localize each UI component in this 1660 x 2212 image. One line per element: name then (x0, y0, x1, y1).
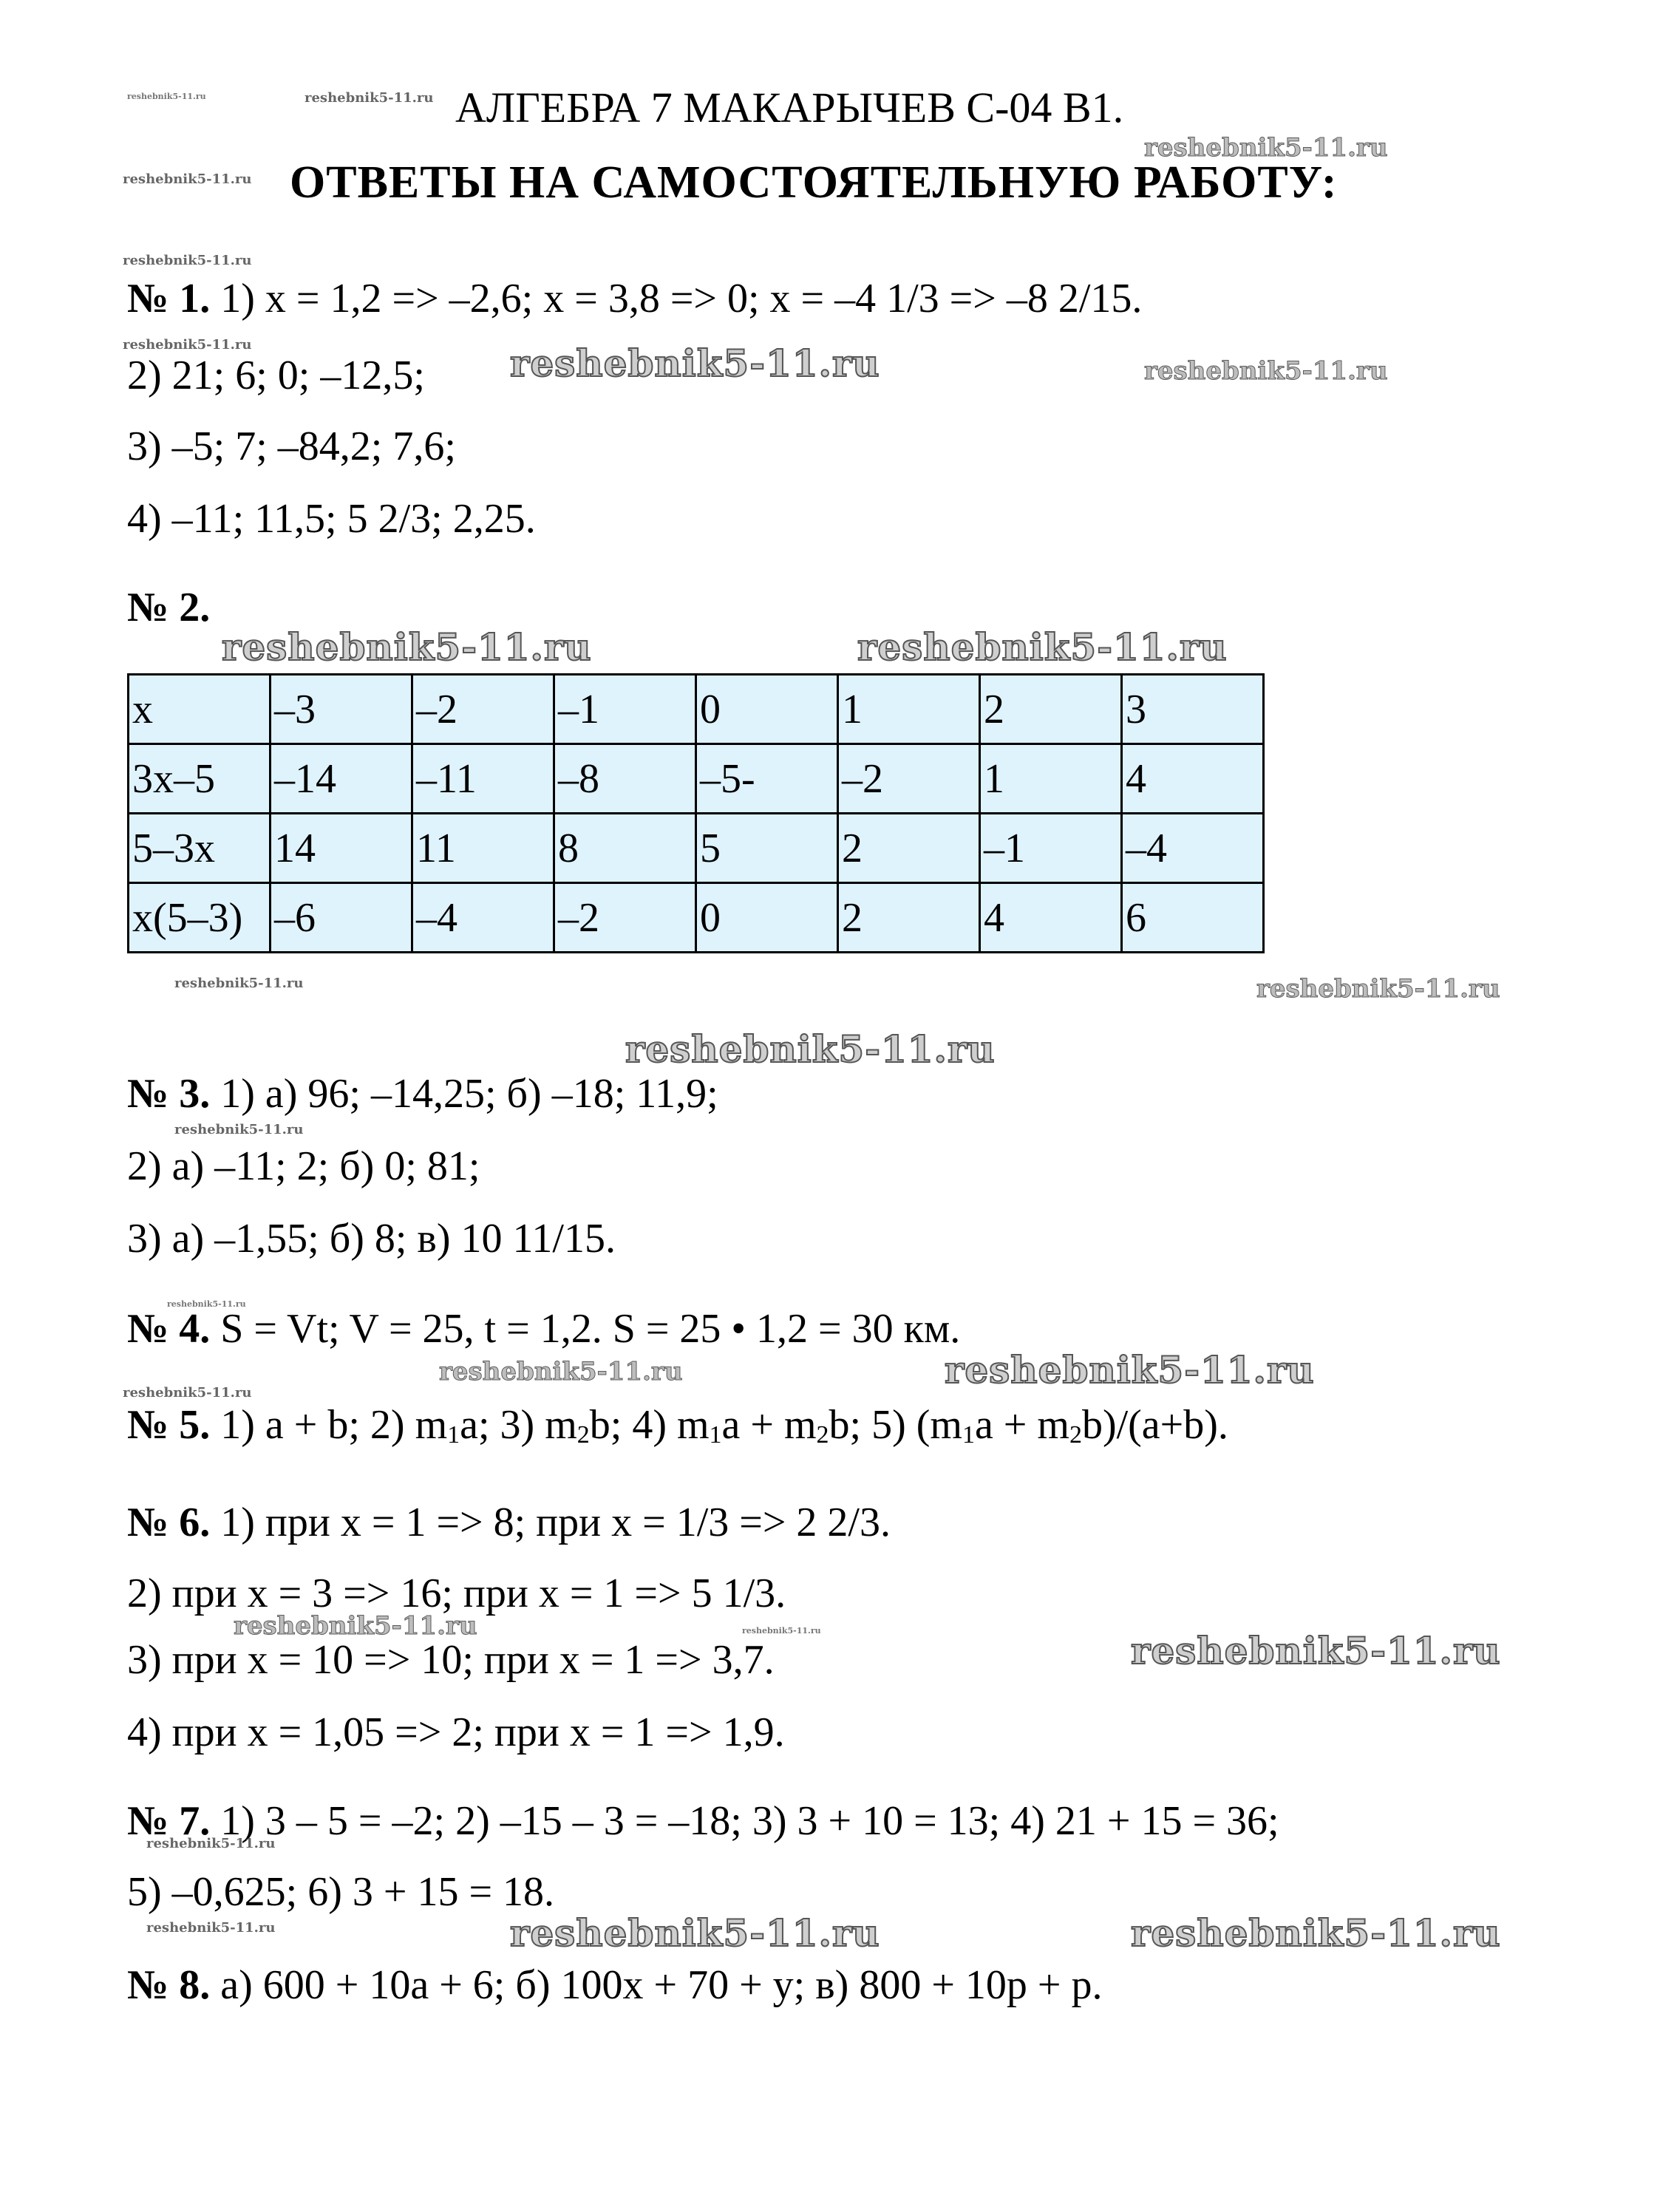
task3-line1 (127, 1070, 718, 1117)
subscript: 1 (447, 1421, 460, 1449)
table-cell: 2 (838, 883, 980, 953)
task8-line1 (127, 1961, 1102, 2009)
watermark: reshebnik5-11.ru (123, 1385, 252, 1401)
table-cell: –3 (271, 675, 412, 744)
watermark: reshebnik5-11.ru (510, 341, 880, 385)
table-cell: 1 (838, 675, 980, 744)
watermark: reshebnik5-11.ru (174, 1122, 304, 1137)
watermark: reshebnik5-11.ru (1144, 356, 1388, 386)
task5-part: b; 4) m (589, 1402, 710, 1448)
table-cell: –2 (554, 883, 696, 953)
task6-line2: 2) при x = 3 => 16; при x = 1 => 5 1/3. (127, 1570, 786, 1616)
task7-label: № 7. (127, 1798, 211, 1844)
task5-part: a; 3) m (460, 1402, 577, 1448)
task3-line2: 2) а) –11; 2; б) 0; 81; (127, 1143, 480, 1189)
subscript: 1 (962, 1421, 975, 1449)
watermark: reshebnik5-11.ru (742, 1626, 821, 1636)
table-cell: 2 (838, 814, 980, 883)
task5-label: № 5. (127, 1402, 211, 1448)
table-cell: –2 (412, 675, 554, 744)
task3-label: № 3. (127, 1071, 211, 1117)
watermark: reshebnik5-11.ru (146, 1836, 276, 1851)
watermark: reshebnik5-11.ru (127, 92, 206, 101)
table-cell: 1 (980, 744, 1122, 814)
watermark: reshebnik5-11.ru (123, 171, 252, 187)
task1-answer1: 1) x = 1,2 => –2,6; x = 3,8 => 0; x = –4 1/3 => –8 2/15. (220, 276, 1143, 321)
table-cell: 8 (554, 814, 696, 883)
task1-label: № 1. (127, 276, 211, 321)
watermark: reshebnik5-11.ru (1256, 974, 1500, 1004)
watermark: reshebnik5-11.ru (1131, 1629, 1501, 1672)
watermark: reshebnik5-11.ru (305, 90, 434, 106)
table-cell: –8 (554, 744, 696, 814)
watermark: reshebnik5-11.ru (510, 1911, 880, 1955)
watermark: reshebnik5-11.ru (123, 253, 252, 268)
task7-answer1: 1) 3 – 5 = –2; 2) –15 – 3 = –18; 3) 3 + 10 = 13; 4) 21 + 15 = 36; (220, 1798, 1279, 1844)
table-row (129, 744, 1264, 814)
task5-part: b)/(a+b). (1081, 1402, 1228, 1448)
table-cell: –6 (271, 883, 412, 953)
task3-answer1: 1) а) 96; –14,25; б) –18; 11,9; (220, 1071, 718, 1117)
watermark: reshebnik5-11.ru (945, 1348, 1315, 1392)
task6-line1 (127, 1499, 891, 1546)
watermark: reshebnik5-11.ru (146, 1920, 276, 1936)
table-row (129, 814, 1264, 883)
table-cell: 0 (696, 675, 838, 744)
table-cell: x(5–3) (129, 883, 271, 953)
table-cell: 5 (696, 814, 838, 883)
watermark: reshebnik5-11.ru (1144, 133, 1388, 163)
values-table (127, 673, 1265, 953)
table-cell: 4 (1122, 744, 1264, 814)
watermark: reshebnik5-11.ru (222, 625, 592, 669)
task5-part: 1) a + b; 2) m (220, 1402, 448, 1448)
table-cell: –4 (412, 883, 554, 953)
task3-line3: 3) а) –1,55; б) 8; в) 10 11/15. (127, 1216, 616, 1262)
task8-label: № 8. (127, 1962, 211, 2008)
watermark: reshebnik5-11.ru (439, 1357, 683, 1386)
task4-label: № 4. (127, 1306, 211, 1352)
task1-line2: 2) 21; 6; 0; –12,5; (127, 353, 425, 398)
table-cell: x (129, 675, 271, 744)
subscript: 2 (816, 1421, 829, 1449)
task4-answer: S = Vt; V = 25, t = 1,2. S = 25 • 1,2 = 30 км. (220, 1306, 961, 1352)
table-row (129, 883, 1264, 953)
watermark: reshebnik5-11.ru (123, 337, 252, 353)
task5-line1 (127, 1401, 1228, 1449)
table-cell: 11 (412, 814, 554, 883)
watermark: reshebnik5-11.ru (167, 1299, 246, 1309)
table-cell: 5–3x (129, 814, 271, 883)
subscript: 1 (709, 1421, 722, 1449)
watermark: reshebnik5-11.ru (625, 1027, 996, 1071)
task6-line3: 3) при x = 10 => 10; при x = 1 => 3,7. (127, 1637, 775, 1683)
watermark: reshebnik5-11.ru (234, 1611, 477, 1641)
task4-line1 (127, 1305, 960, 1352)
table-cell: 6 (1122, 883, 1264, 953)
watermark: reshebnik5-11.ru (857, 625, 1228, 669)
table-row (129, 675, 1264, 744)
table-cell: –1 (554, 675, 696, 744)
table-cell: 3 (1122, 675, 1264, 744)
table-cell: –5- (696, 744, 838, 814)
task1-line3: 3) –5; 7; –84,2; 7,6; (127, 423, 456, 469)
task6-answer1: 1) при x = 1 => 8; при x = 1/3 => 2 2/3. (220, 1500, 891, 1545)
subscript: 2 (1069, 1421, 1082, 1449)
task7-line1 (127, 1797, 1279, 1845)
table-cell: –1 (980, 814, 1122, 883)
task1-line4: 4) –11; 11,5; 5 2/3; 2,25. (127, 496, 536, 542)
table-cell: –2 (838, 744, 980, 814)
table-cell: 2 (980, 675, 1122, 744)
page-subtitle: ОТВЕТЫ НА САМОСТОЯТЕЛЬНУЮ РАБОТУ: (290, 157, 1338, 208)
task5-part: a + m (721, 1402, 817, 1448)
page-title: АЛГЕБРА 7 МАКАРЫЧЕВ С-04 В1. (455, 84, 1124, 132)
watermark: reshebnik5-11.ru (1131, 1911, 1501, 1955)
table-cell: 3x–5 (129, 744, 271, 814)
table-cell: –4 (1122, 814, 1264, 883)
task7-line2: 5) –0,625; 6) 3 + 15 = 18. (127, 1869, 555, 1915)
table-cell: 4 (980, 883, 1122, 953)
task5-part: a + m (974, 1402, 1069, 1448)
task5-part: b; 5) (m (829, 1402, 962, 1448)
task1-line1 (127, 275, 1142, 322)
task2-label: № 2. (127, 585, 211, 630)
table-cell: 14 (271, 814, 412, 883)
subscript: 2 (576, 1421, 590, 1449)
task6-label: № 6. (127, 1500, 211, 1545)
task6-line4: 4) при x = 1,05 => 2; при x = 1 => 1,9. (127, 1709, 785, 1755)
task8-answer: а) 600 + 10a + 6; б) 100x + 70 + y; в) 800 + 10p + p. (220, 1962, 1103, 2008)
table-cell: 0 (696, 883, 838, 953)
table-cell: –11 (412, 744, 554, 814)
table-cell: –14 (271, 744, 412, 814)
watermark: reshebnik5-11.ru (174, 976, 304, 991)
